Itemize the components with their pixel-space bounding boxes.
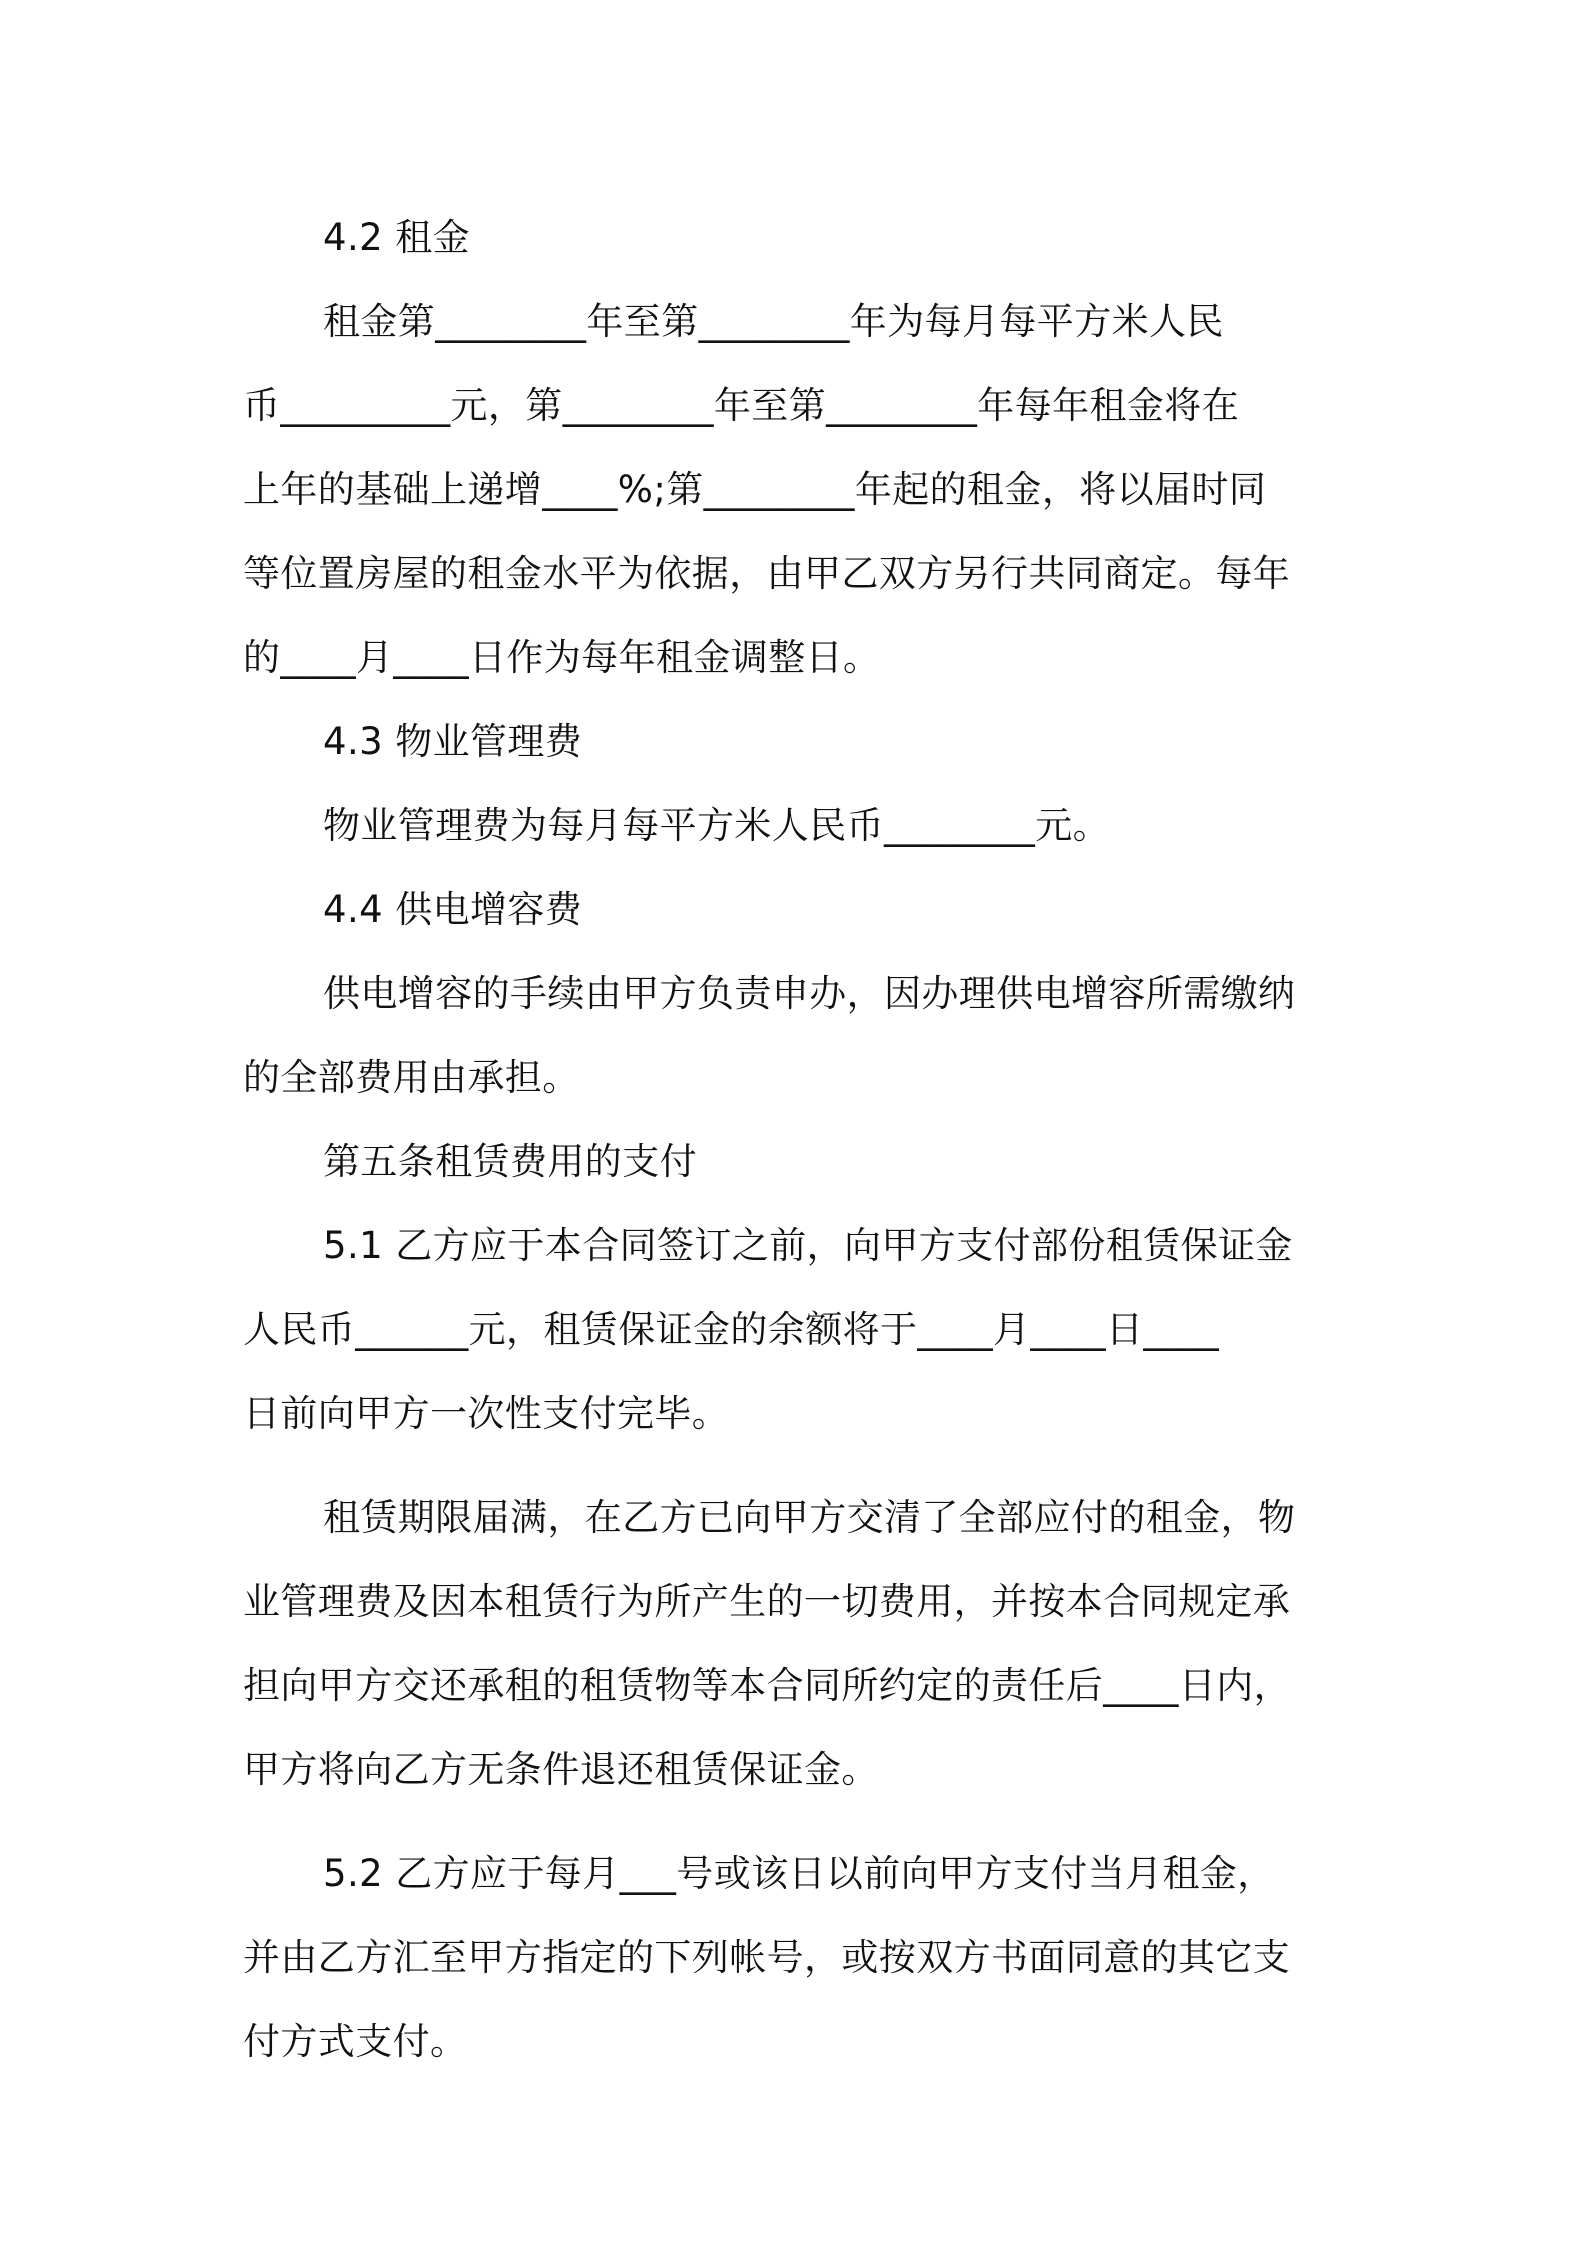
paragraph-line: 甲方将向乙方无条件退还租赁保证金。	[243, 1748, 879, 1791]
paragraph-line: 供电增容的手续由甲方负责申办，因办理供电增容所需缴纳	[323, 972, 1296, 1015]
article-heading-5: 第五条租赁费用的支付	[323, 1140, 697, 1183]
paragraph-line: 物业管理费为每月每平方米人民币________元。	[323, 804, 1110, 847]
paragraph-line: 业管理费及因本租赁行为所产生的一切费用，并按本合同规定承	[243, 1580, 1291, 1623]
paragraph-line: 租赁期限届满，在乙方已向甲方交清了全部应付的租金，物	[323, 1496, 1296, 1539]
paragraph-line: 5.1 乙方应于本合同签订之前，向甲方支付部份租赁保证金	[323, 1224, 1293, 1267]
document-body	[243, 196, 1353, 2084]
paragraph-line: 的____月____日作为每年租金调整日。	[243, 636, 881, 679]
paragraph-line: 等位置房屋的租金水平为依据，由甲乙双方另行共同商定。每年	[243, 552, 1291, 595]
paragraph-line: 币_________元，第________年至第________年每年租金将在	[243, 384, 1240, 427]
paragraph-line: 日前向甲方一次性支付完毕。	[243, 1392, 730, 1435]
paragraph-line: 租金第________年至第________年为每月每平方米人民	[323, 300, 1224, 343]
paragraph-line: 人民币______元，租赁保证金的余额将于____月____日____	[243, 1308, 1219, 1351]
paragraph-line: 付方式支付。	[243, 2020, 468, 2063]
paragraph-line: 上年的基础上递增____%;第________年起的租金，将以届时同	[243, 468, 1267, 511]
section-heading-4-2: 4.2 租金	[323, 216, 471, 259]
paragraph-line: 担向甲方交还承租的租赁物等本合同所约定的责任后____日内，	[243, 1664, 1291, 1707]
paragraph-line: 的全部费用由承担。	[243, 1056, 580, 1099]
section-heading-4-4: 4.4 供电增容费	[323, 888, 583, 931]
paragraph-line: 5.2 乙方应于每月___号或该日以前向甲方支付当月租金，	[323, 1852, 1275, 1895]
section-heading-4-3: 4.3 物业管理费	[323, 720, 583, 763]
paragraph-line: 并由乙方汇至甲方指定的下列帐号，或按双方书面同意的其它支	[243, 1936, 1291, 1979]
paragraph-gap	[243, 1456, 1353, 1476]
paragraph-gap	[243, 1812, 1353, 1832]
